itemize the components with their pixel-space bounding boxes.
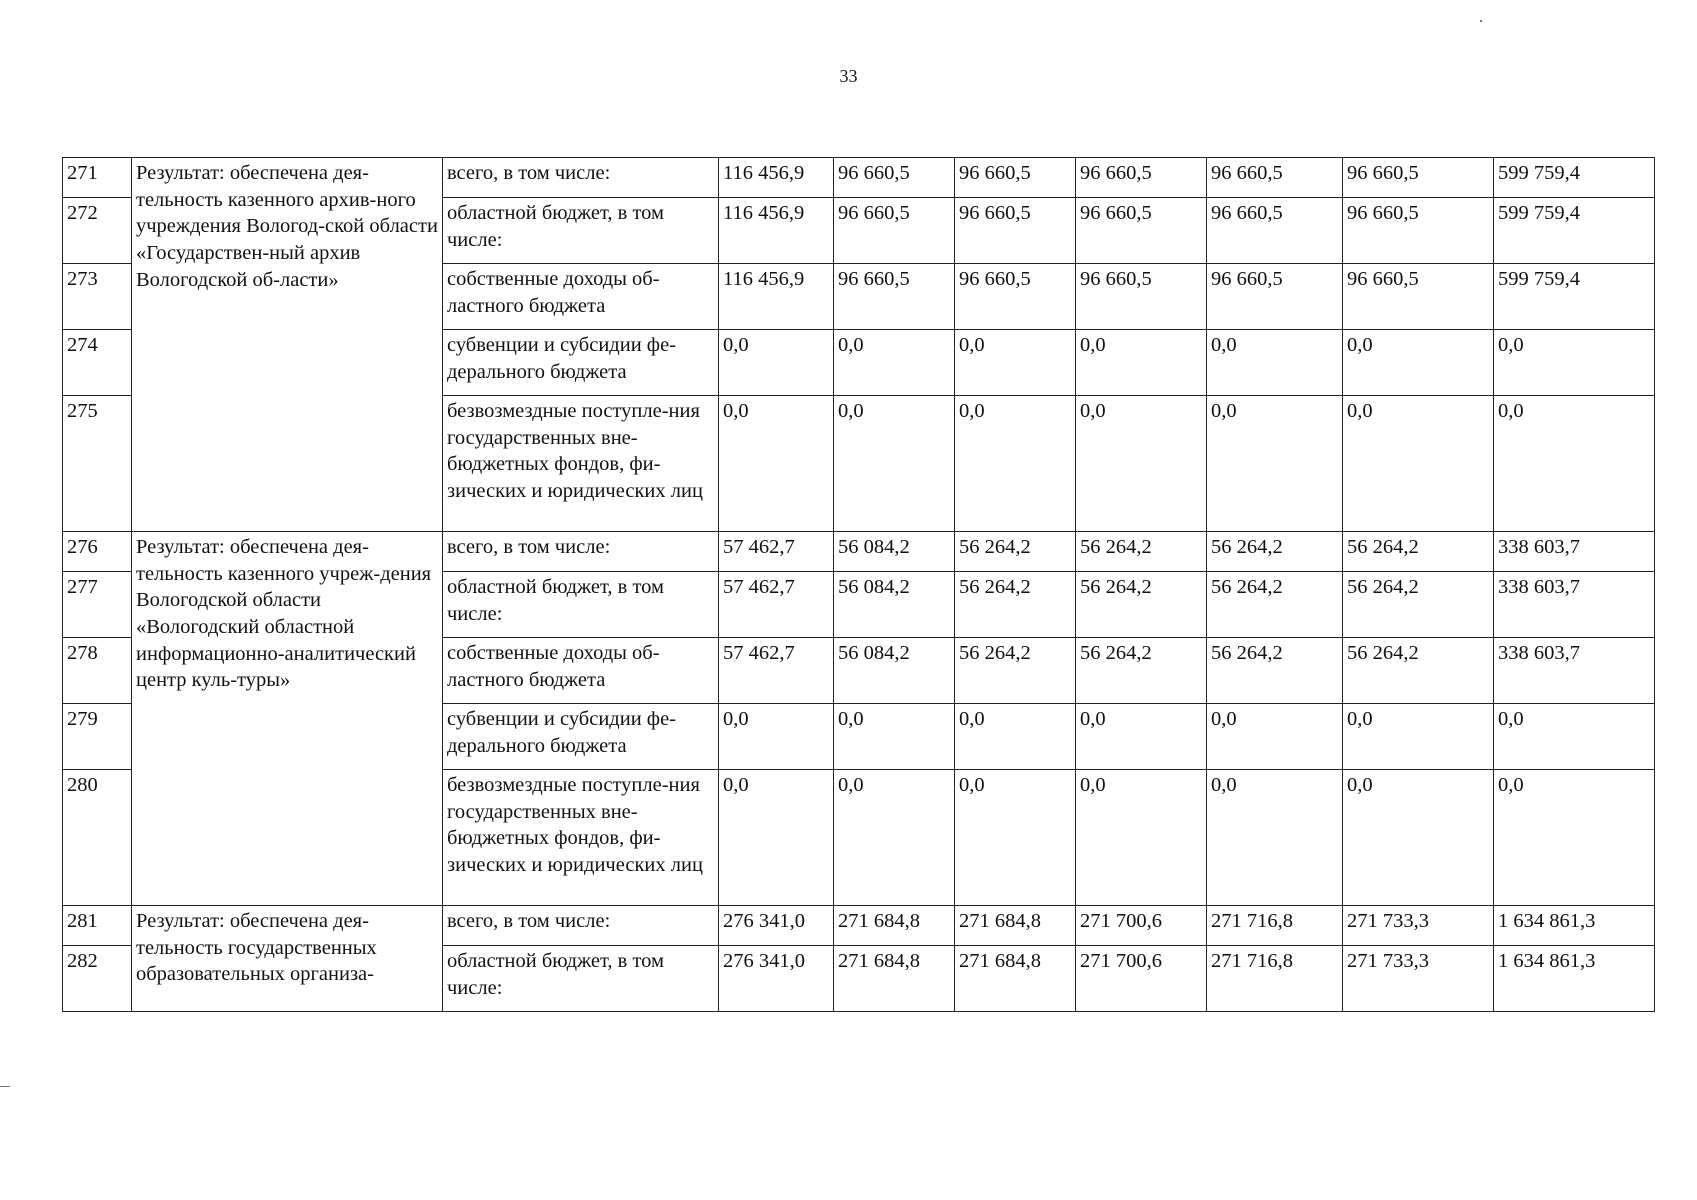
year-value: 0,0 — [1076, 770, 1207, 906]
funding-source: областной бюджет, в том числе: — [443, 198, 719, 264]
year-value: 96 660,5 — [1076, 264, 1207, 330]
year-value: 0,0 — [834, 330, 955, 396]
table-row — [63, 532, 1655, 572]
total-value: 1 634 861,3 — [1494, 946, 1655, 1012]
row-number: 278 — [63, 638, 132, 704]
year-value: 56 084,2 — [834, 638, 955, 704]
total-value: 599 759,4 — [1494, 264, 1655, 330]
year-value: 116 456,9 — [719, 158, 834, 198]
funding-source: всего, в том числе: — [443, 906, 719, 946]
year-value: 56 264,2 — [1343, 572, 1494, 638]
year-value: 276 341,0 — [719, 946, 834, 1012]
row-number: 274 — [63, 330, 132, 396]
funding-source: собственные доходы об-ластного бюджета — [443, 264, 719, 330]
row-number: 275 — [63, 396, 132, 532]
year-value: 0,0 — [834, 770, 955, 906]
year-value: 0,0 — [955, 330, 1076, 396]
total-value: 0,0 — [1494, 704, 1655, 770]
year-value: 57 462,7 — [719, 532, 834, 572]
year-value: 96 660,5 — [955, 158, 1076, 198]
result-description: Результат: обеспечена дея-тельность казенного учреж-дения Вологодской области «Вологодский областной информационно-аналитический центр куль-туры» — [132, 532, 443, 906]
year-value: 96 660,5 — [1343, 198, 1494, 264]
year-value: 271 684,8 — [834, 946, 955, 1012]
year-value: 56 264,2 — [1207, 638, 1343, 704]
total-value: 599 759,4 — [1494, 158, 1655, 198]
funding-source: безвозмездные поступле-ния государственных вне-бюджетных фондов, фи-зических и юридических лиц — [443, 396, 719, 532]
year-value: 0,0 — [1076, 396, 1207, 532]
row-number: 280 — [63, 770, 132, 906]
budget-table-body — [63, 158, 1655, 1012]
year-value: 57 462,7 — [719, 572, 834, 638]
year-value: 96 660,5 — [955, 264, 1076, 330]
total-value: 338 603,7 — [1494, 638, 1655, 704]
row-number: 276 — [63, 532, 132, 572]
year-value: 276 341,0 — [719, 906, 834, 946]
year-value: 0,0 — [1343, 330, 1494, 396]
total-value: 338 603,7 — [1494, 532, 1655, 572]
funding-source: субвенции и субсидии фе-дерального бюджета — [443, 704, 719, 770]
year-value: 0,0 — [1207, 396, 1343, 532]
year-value: 0,0 — [955, 396, 1076, 532]
year-value: 0,0 — [1076, 330, 1207, 396]
year-value: 0,0 — [1076, 704, 1207, 770]
year-value: 96 660,5 — [834, 198, 955, 264]
year-value: 56 264,2 — [955, 572, 1076, 638]
row-number: 281 — [63, 906, 132, 946]
total-value: 0,0 — [1494, 330, 1655, 396]
year-value: 56 264,2 — [1076, 532, 1207, 572]
year-value: 96 660,5 — [1207, 158, 1343, 198]
row-number: 282 — [63, 946, 132, 1012]
year-value: 96 660,5 — [1076, 158, 1207, 198]
year-value: 0,0 — [719, 330, 834, 396]
year-value: 56 264,2 — [1076, 638, 1207, 704]
year-value: 0,0 — [719, 770, 834, 906]
row-number: 271 — [63, 158, 132, 198]
year-value: 96 660,5 — [834, 264, 955, 330]
funding-source: областной бюджет, в том числе: — [443, 572, 719, 638]
result-description: Результат: обеспечена дея-тельность государственных образовательных организа- — [132, 906, 443, 1012]
year-value: 271 700,6 — [1076, 906, 1207, 946]
budget-table — [62, 157, 1655, 1012]
funding-source: всего, в том числе: — [443, 532, 719, 572]
total-value: 338 603,7 — [1494, 572, 1655, 638]
total-value: 599 759,4 — [1494, 198, 1655, 264]
year-value: 0,0 — [719, 396, 834, 532]
total-value: 0,0 — [1494, 396, 1655, 532]
funding-source: безвозмездные поступле-ния государственных вне-бюджетных фондов, фи-зических и юридических лиц — [443, 770, 719, 906]
year-value: 0,0 — [955, 770, 1076, 906]
year-value: 56 084,2 — [834, 572, 955, 638]
year-value: 271 684,8 — [834, 906, 955, 946]
year-value: 96 660,5 — [955, 198, 1076, 264]
row-number: 273 — [63, 264, 132, 330]
year-value: 56 264,2 — [955, 532, 1076, 572]
year-value: 0,0 — [1343, 770, 1494, 906]
year-value: 0,0 — [834, 396, 955, 532]
row-number: 277 — [63, 572, 132, 638]
year-value: 56 264,2 — [1343, 532, 1494, 572]
funding-source: всего, в том числе: — [443, 158, 719, 198]
year-value: 56 264,2 — [1207, 572, 1343, 638]
page-number: 33 — [839, 66, 858, 86]
year-value: 0,0 — [1207, 704, 1343, 770]
total-value: 0,0 — [1494, 770, 1655, 906]
year-value: 271 700,6 — [1076, 946, 1207, 1012]
year-value: 271 684,8 — [955, 906, 1076, 946]
year-value: 271 716,8 — [1207, 946, 1343, 1012]
funding-source: субвенции и субсидии фе-дерального бюджета — [443, 330, 719, 396]
year-value: 0,0 — [1207, 770, 1343, 906]
funding-source: областной бюджет, в том числе: — [443, 946, 719, 1012]
year-value: 56 264,2 — [1207, 532, 1343, 572]
year-value: 271 716,8 — [1207, 906, 1343, 946]
year-value: 0,0 — [1343, 396, 1494, 532]
year-value: 96 660,5 — [1207, 264, 1343, 330]
year-value: 0,0 — [1207, 330, 1343, 396]
year-value: 96 660,5 — [834, 158, 955, 198]
table-row — [63, 158, 1655, 198]
year-value: 56 084,2 — [834, 532, 955, 572]
year-value: 0,0 — [955, 704, 1076, 770]
year-value: 0,0 — [834, 704, 955, 770]
year-value: 271 733,3 — [1343, 946, 1494, 1012]
year-value: 96 660,5 — [1076, 198, 1207, 264]
total-value: 1 634 861,3 — [1494, 906, 1655, 946]
year-value: 116 456,9 — [719, 264, 834, 330]
result-description: Результат: обеспечена дея-тельность казенного архив-ного учреждения Вологод-ской области «Государствен-ный архив Вологодской об-ласти» — [132, 158, 443, 532]
year-value: 0,0 — [719, 704, 834, 770]
year-value: 96 660,5 — [1343, 158, 1494, 198]
funding-source: собственные доходы об-ластного бюджета — [443, 638, 719, 704]
year-value: 271 684,8 — [955, 946, 1076, 1012]
year-value: 96 660,5 — [1207, 198, 1343, 264]
year-value: 116 456,9 — [719, 198, 834, 264]
row-number: 279 — [63, 704, 132, 770]
table-row — [63, 906, 1655, 946]
row-number: 272 — [63, 198, 132, 264]
year-value: 0,0 — [1343, 704, 1494, 770]
scan-speck — [1480, 20, 1482, 22]
year-value: 57 462,7 — [719, 638, 834, 704]
year-value: 56 264,2 — [955, 638, 1076, 704]
year-value: 96 660,5 — [1343, 264, 1494, 330]
year-value: 271 733,3 — [1343, 906, 1494, 946]
year-value: 56 264,2 — [1343, 638, 1494, 704]
scan-edge-mark — [0, 1086, 10, 1087]
year-value: 56 264,2 — [1076, 572, 1207, 638]
